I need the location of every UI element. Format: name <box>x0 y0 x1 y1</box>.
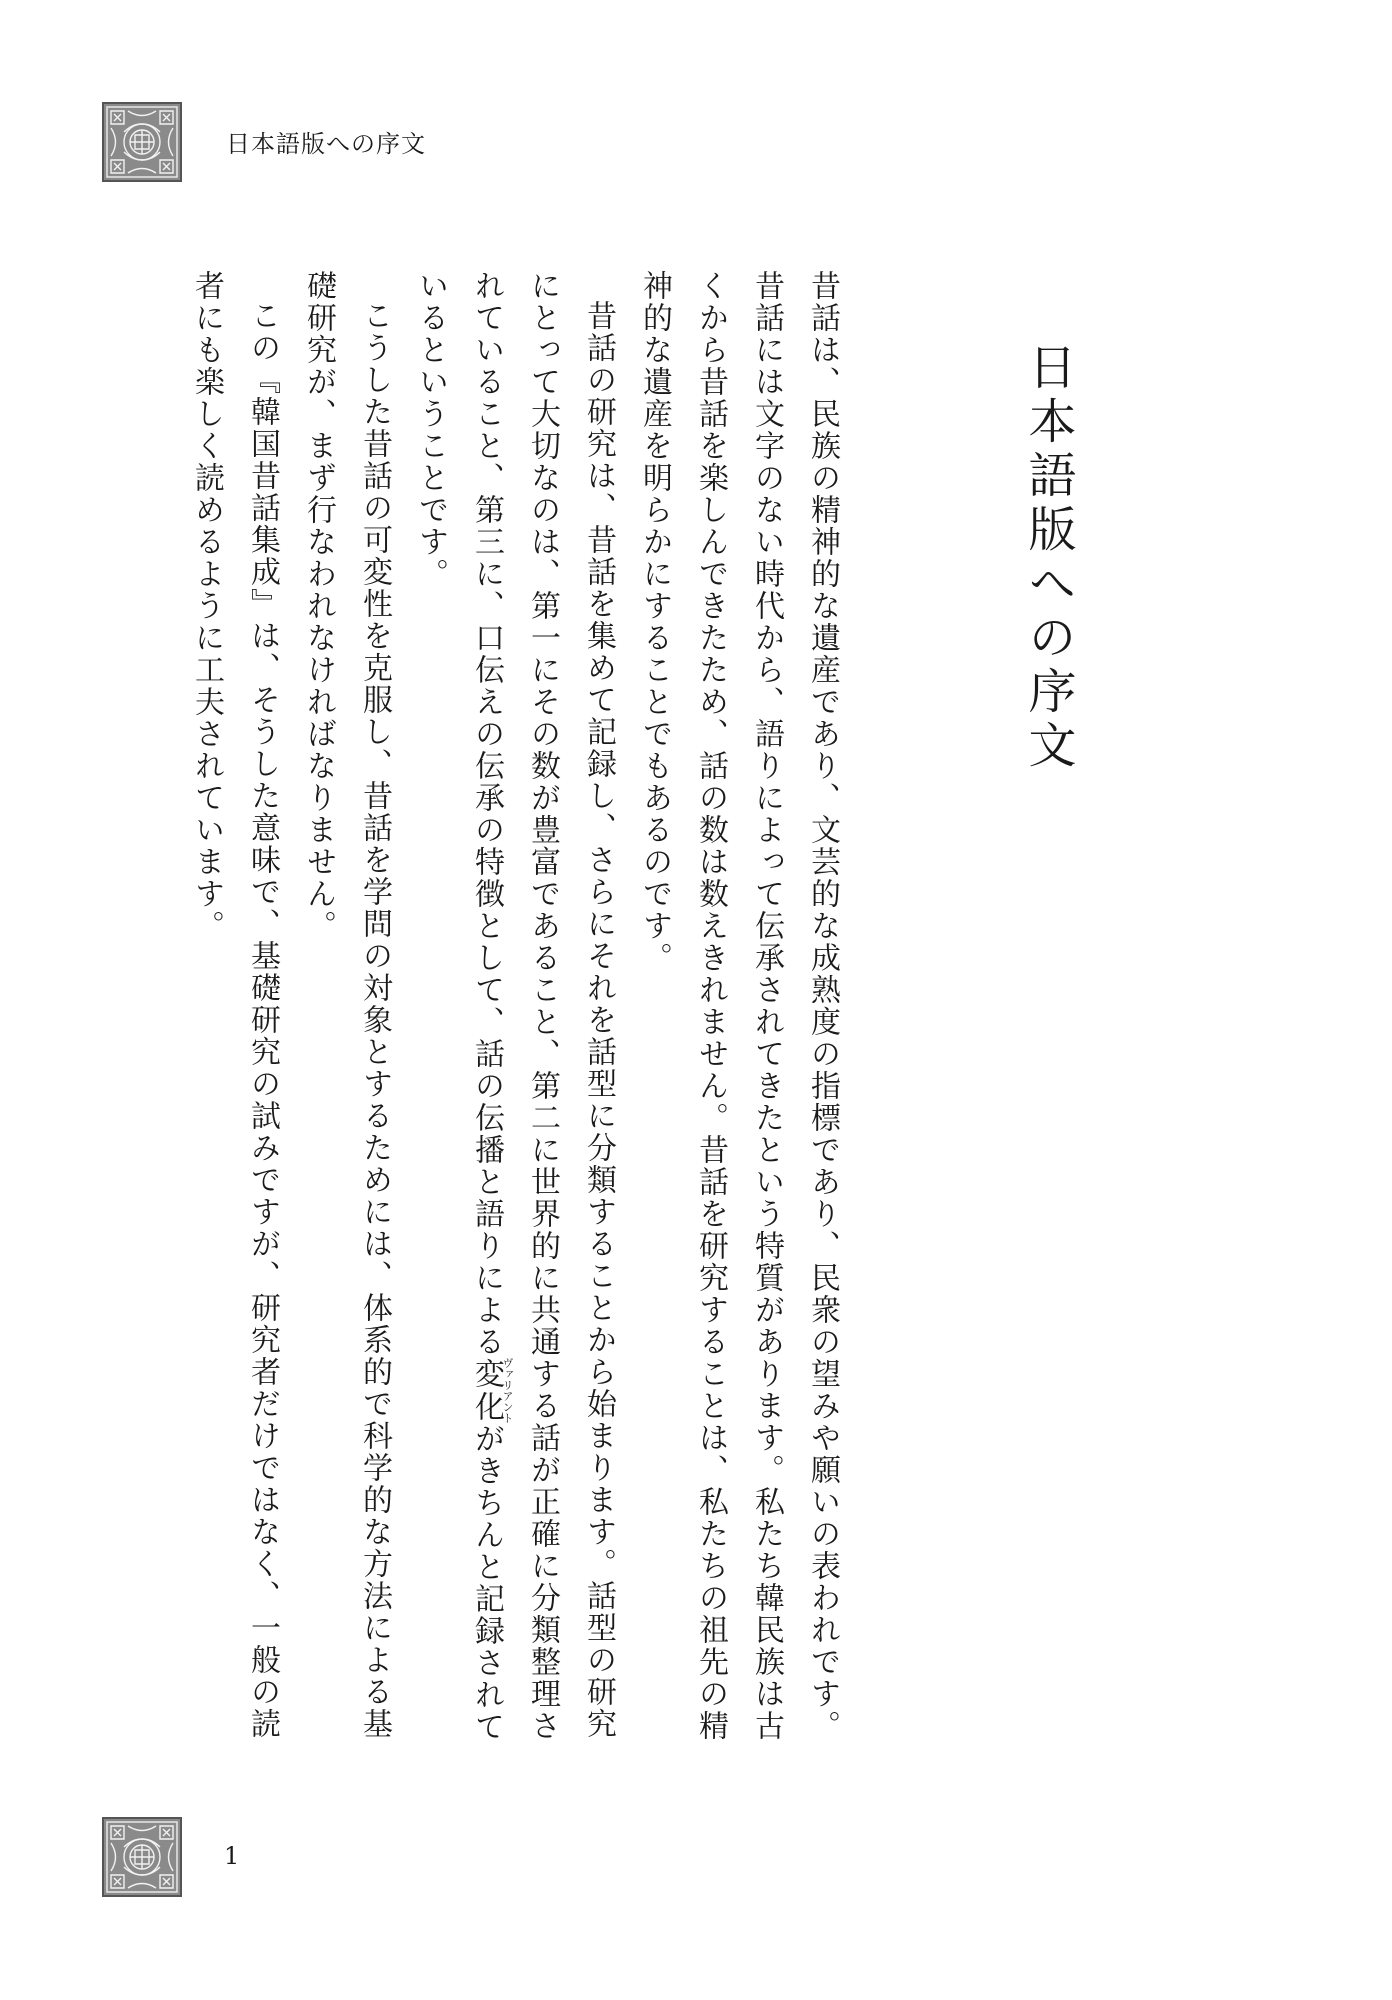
running-header: 日本語版への序文 <box>226 130 426 158</box>
page-title: 日本語版への序文 <box>1020 342 1076 774</box>
paragraph-4: この『韓国昔話集成』は、そうした意味で、基礎研究の試みですが、研究者だけではなく、一般の読者にも楽しく読めるように工夫されています。 <box>189 270 280 1740</box>
paragraph-3: こうした昔話の可変性を克服し、昔話を学問の対象とするためには、体系的で科学的な方法による基礎研究が、まず行なわれなければなりません。 <box>301 270 392 1740</box>
paragraph-2 <box>402 270 626 1760</box>
lattice-ornament-icon <box>102 1817 182 1897</box>
header-ornament <box>102 102 182 182</box>
ruby-reading: ヴァリアント <box>501 1357 514 1424</box>
lattice-ornament-icon <box>102 102 182 182</box>
footer-ornament <box>102 1817 182 1897</box>
paragraph-1: 昔話は、民族の精神的な遺産であり、文芸的な成熟度の指標であり、民衆の望みや願いの表われです。昔話には文字のない時代から、語りによって伝承されてきたという特質があります。私たち韓民族は古くから昔話を楽しんできたため、話の数は数えきれません。昔話を研究することは、私たちの祖先の精神的な遺産を明らかにすることでもあるのです。 <box>637 270 840 1742</box>
page-number: 1 <box>224 1842 240 1870</box>
paragraph-2-text-before: 昔話の研究は、昔話を集めて記録し、さらにそれを話型に分類することから始まります。話型の研究にとって大切なのは、第一にその数が豊富であること、第二に世界的に共通する話が正確に分類整理されていること、第三に、口伝えの伝承の特徴として、話の伝播と語りによる <box>469 270 616 1742</box>
ruby-base: 変化 <box>469 1357 504 1424</box>
variant-ruby <box>469 1357 514 1424</box>
paragraph-2-text-after: がきちんと記録されているということです。 <box>413 270 504 1743</box>
body-text <box>50 270 850 1760</box>
